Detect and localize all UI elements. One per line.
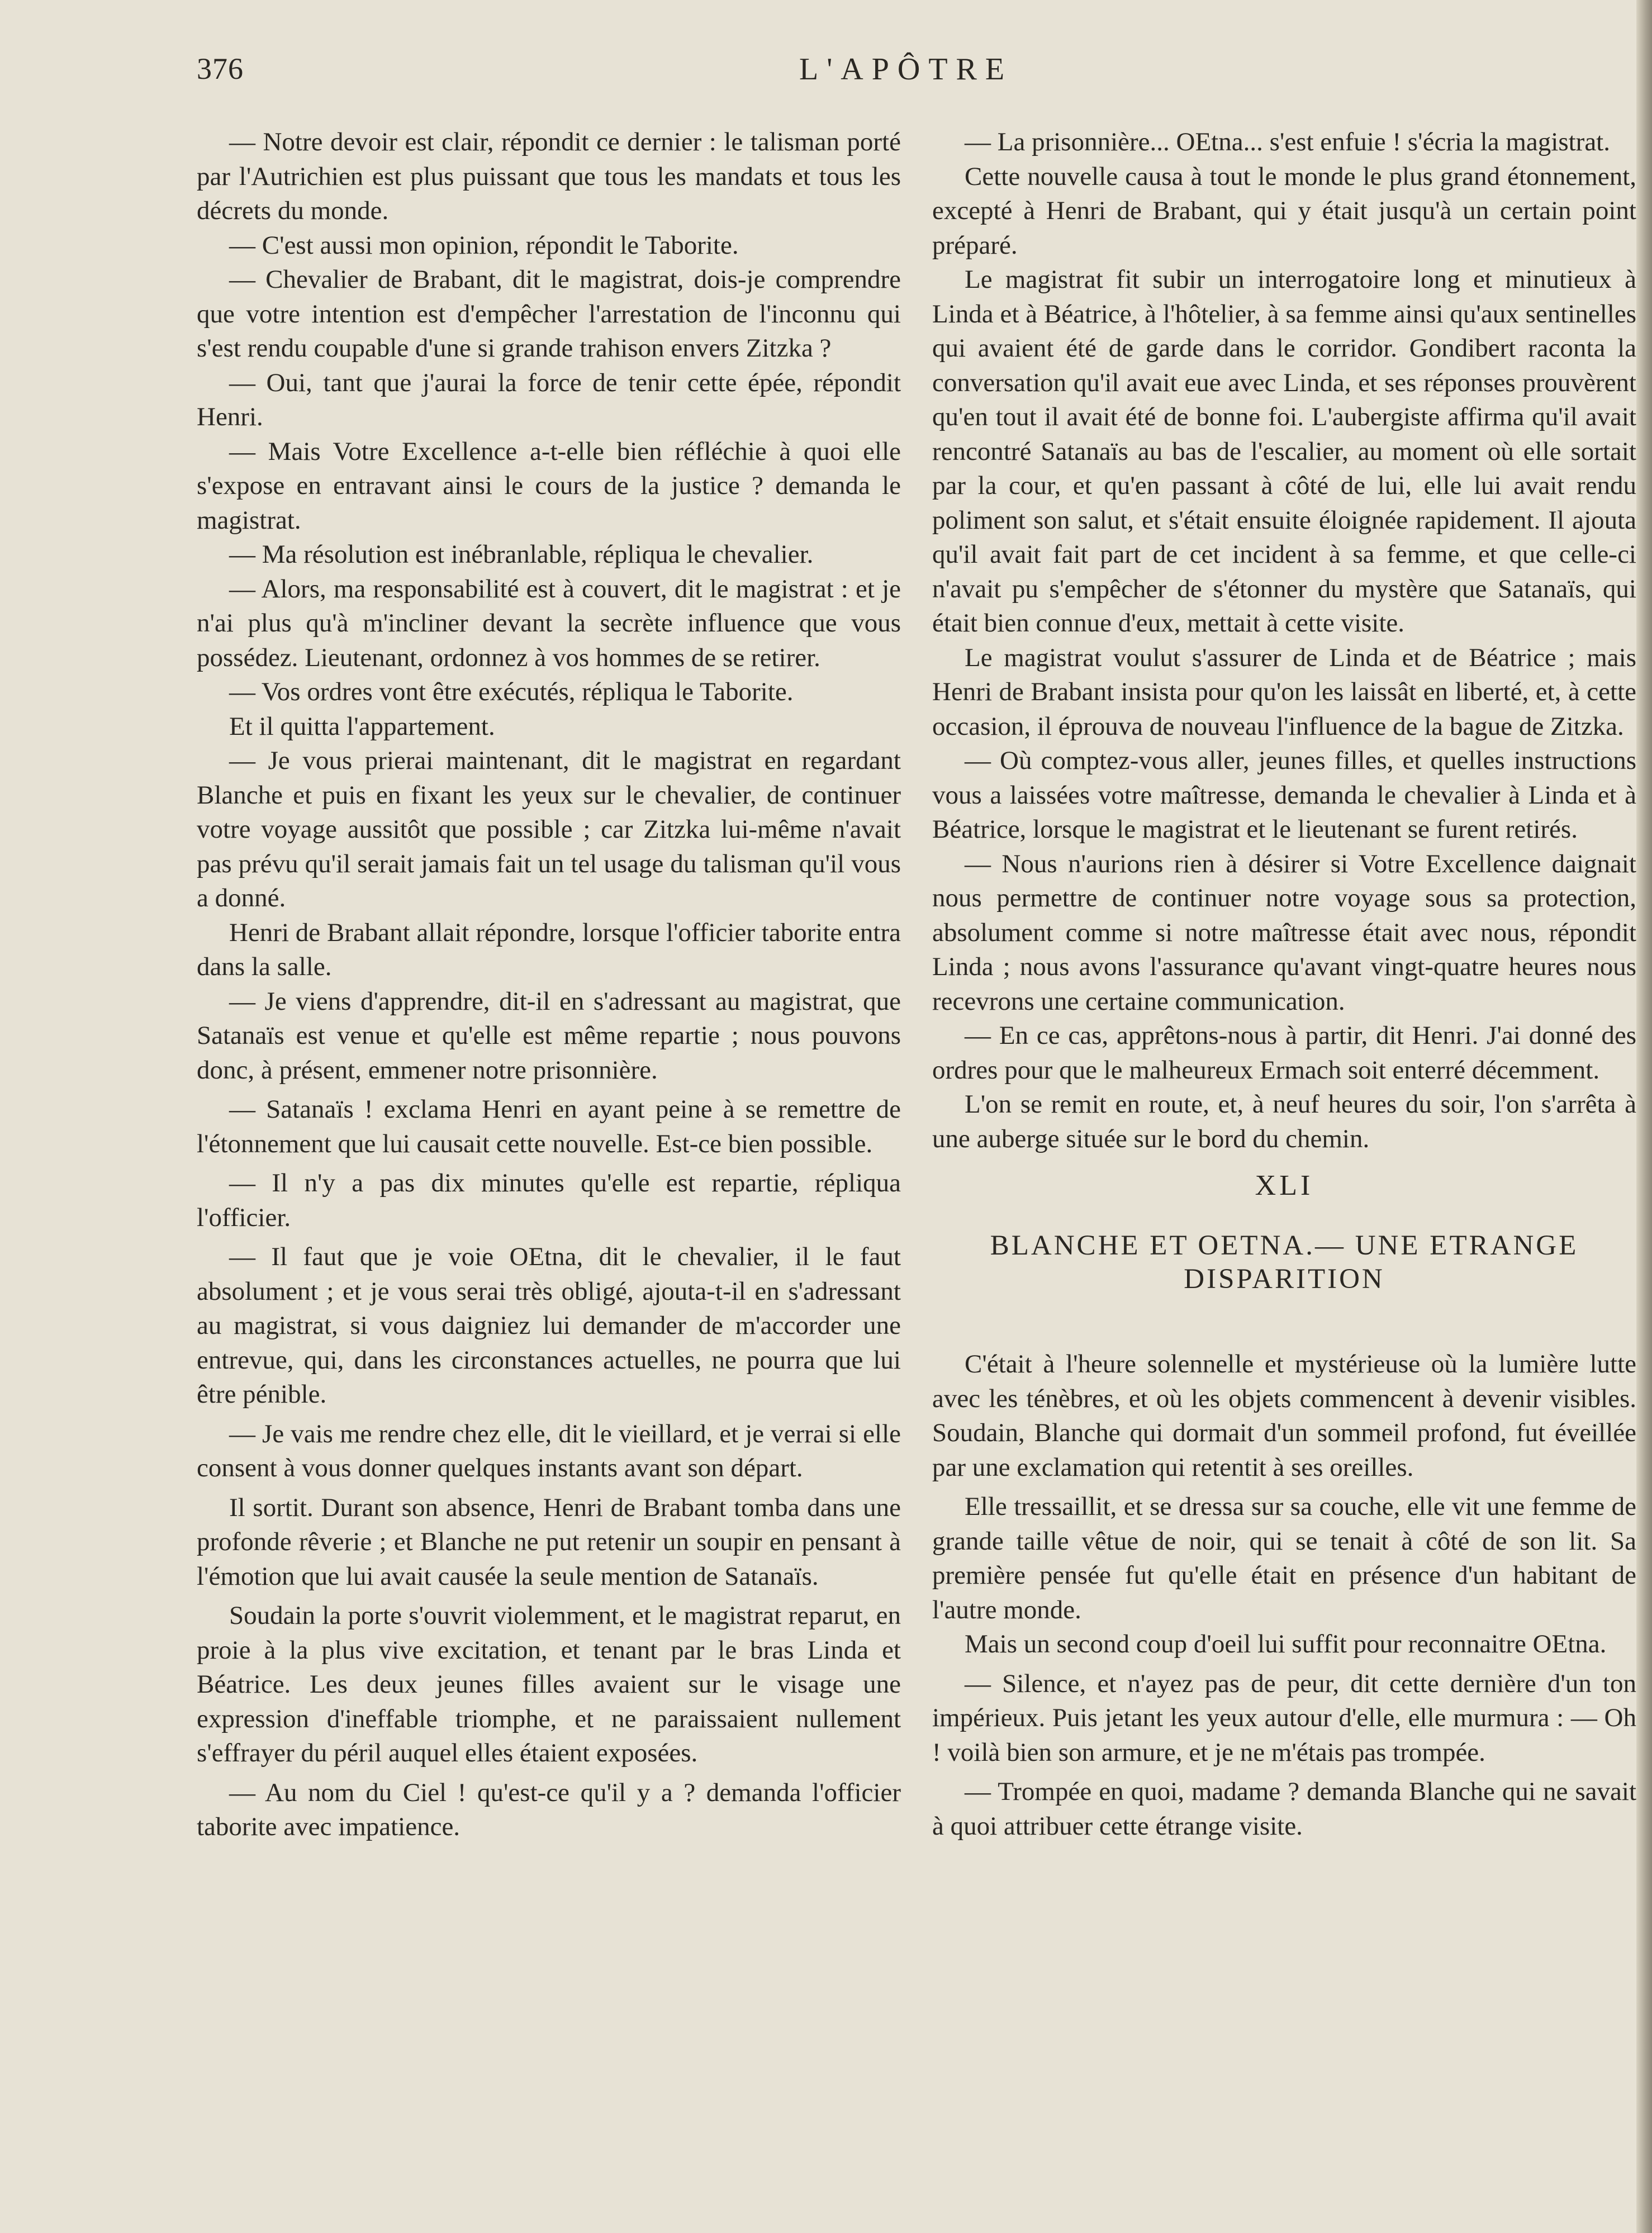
left-column bbox=[197, 125, 901, 1845]
paragraph: — Silence, et n'ayez pas de peur, dit cette dernière d'un ton impérieux. Puis jetant les yeux autour d'elle, elle murmura : — Oh ! voilà bien son armure, et je ne m'étais pas trompée. bbox=[932, 1669, 1636, 1767]
paragraph: — Il n'y a pas dix minutes qu'elle est repartie, répliqua l'officier. bbox=[197, 1168, 901, 1232]
paragraph: Le magistrat fit subir un interrogatoire long et minutieux à Linda et à Béatrice, à l'hôtelier, à sa femme ainsi qu'aux sentinelles qui avaient été de garde dans le corridor. Gondibert raconta la conversation qu'il avait eue avec Linda, et ses réponses prouvèrent qu'en tout il avait été de bonne foi. L'aubergiste affirma qu'il avait rencontré Satanaïs au bas de l'escalier, au moment où elle sortait par la cour, et qu'en passant à côté de lui, elle lui avait rendu poliment son salut, et s'était ensuite éloignée rapidement. Il ajouta qu'il avait fait part de cet incident à sa femme, et que celle-ci n'avait pu s'empêcher de s'étonner du mystère que Satanaïs, qui était bien connue d'eux, mettait à cette visite. bbox=[932, 265, 1636, 638]
paragraph: Mais un second coup d'oeil lui suffit pour reconnaitre OEtna. bbox=[965, 1629, 1607, 1659]
paragraph: — Je vous prierai maintenant, dit le magistrat en regardant Blanche et puis en fixant les yeux sur le chevalier, de continuer votre voyage aussitôt que possible ; car Zitzka lui-même n'avait pas prévu qu'il serait jamais fait un tel usage du talisman qu'il vous a donné. bbox=[197, 746, 901, 913]
paragraph: — Vos ordres vont être exécutés, répliqua le Taborite. bbox=[229, 677, 794, 706]
paragraph: Henri de Brabant allait répondre, lorsque l'officier taborite entra dans la salle. bbox=[197, 918, 901, 981]
page-header bbox=[0, 51, 1652, 96]
paragraph: — Oui, tant que j'aurai la force de tenir cette épée, répondit Henri. bbox=[197, 368, 901, 431]
paragraph: — Chevalier de Brabant, dit le magistrat, dois-je comprendre que votre intention est d'empêcher l'arrestation de l'inconnu qui s'est rendu coupable d'une si grande trahison envers Zitzka ? bbox=[197, 265, 901, 363]
page-number: 376 bbox=[197, 52, 244, 85]
paragraph: Elle tressaillit, et se dressa sur sa couche, elle vit une femme de grande taille vêtue de noir, qui se tenait à côté de son lit. Sa première pensée fut qu'elle était en présence d'un habitant de l'autre monde. bbox=[932, 1492, 1636, 1624]
paragraph: L'on se remit en route, et, à neuf heures du soir, l'on s'arrêta à une auberge située sur le bord du chemin. bbox=[932, 1090, 1636, 1153]
paragraph: — Où comptez-vous aller, jeunes filles, et quelles instructions vous a laissées votre maîtresse, demanda le chevalier à Linda et à Béatrice, lorsque le magistrat et le lieutenant se furent retirés. bbox=[932, 746, 1636, 844]
paragraph: — En ce cas, apprêtons-nous à partir, dit Henri. J'ai donné des ordres pour que le malheureux Ermach soit enterré décemment. bbox=[932, 1021, 1636, 1085]
paragraph: — Au nom du Ciel ! qu'est-ce qu'il y a ? demanda l'officier taborite avec impatience. bbox=[197, 1778, 901, 1841]
paragraph: Soudain la porte s'ouvrit violemment, et le magistrat reparut, en proie à la plus vive excitation, et tenant par le bras Linda et Béatrice. Les deux jeunes filles avaient sur le visage une expression d'ineffable triomphe, et ne paraissaient nullement s'effrayer du péril auquel elles étaient exposées. bbox=[197, 1601, 901, 1768]
paragraph: — Notre devoir est clair, répondit ce dernier : le talisman porté par l'Autrichien est plus puissant que tous les mandats et tous les décrets du monde. bbox=[197, 127, 901, 225]
paragraph: — Nous n'aurions rien à désirer si Votre Excellence daignait nous permettre de continuer notre voyage sous sa protection, absolument comme si notre maîtresse était avec nous, répondit Linda ; nous avons l'assurance qu'avant vingt-quatre heures nous recevrons une certaine communication. bbox=[932, 849, 1636, 1016]
chapter-title-line: DISPARITION bbox=[1184, 1263, 1385, 1295]
chapter-title bbox=[932, 1229, 1636, 1296]
paragraph: Il sortit. Durant son absence, Henri de Brabant tomba dans une profonde rêverie ; et Blanche ne put retenir un soupir en pensant à l'émotion que lui avait causée la seule mention de Satanaïs. bbox=[197, 1493, 901, 1591]
paragraph: Et il quitta l'appartement. bbox=[229, 711, 495, 741]
paragraph: — Trompée en quoi, madame ? demanda Blanche qui ne savait à quoi attribuer cette étrange visite. bbox=[932, 1777, 1636, 1841]
paragraph: Cette nouvelle causa à tout le monde le plus grand étonnement, excepté à Henri de Brabant, qui y était jusqu'à un certain point préparé. bbox=[932, 161, 1636, 260]
paragraph: — Je vais me rendre chez elle, dit le vieillard, et je verrai si elle consent à vous donner quelques instants avant son départ. bbox=[197, 1419, 901, 1483]
paragraph: C'était à l'heure solennelle et mystérieuse où la lumière lutte avec les ténèbres, et où les objets commencent à devenir visibles. Soudain, Blanche qui dormait d'un sommeil profond, fut éveillée par une exclamation qui retentit à ses oreilles. bbox=[932, 1350, 1636, 1482]
paragraph: — Ma résolution est inébranlable, répliqua le chevalier. bbox=[229, 540, 814, 569]
paragraph: — Je viens d'apprendre, dit-il en s'adressant au magistrat, que Satanaïs est venue et qu'elle est même repartie ; nous pouvons donc, à présent, emmener notre prisonnière. bbox=[197, 986, 901, 1085]
paragraph: Le magistrat voulut s'assurer de Linda et de Béatrice ; mais Henri de Brabant insista pour qu'on les laissât en liberté, et, à cette occasion, il éprouva de nouveau l'influence de la bague de Zitzka. bbox=[932, 643, 1636, 741]
paragraph: — La prisonnière... OEtna... s'est enfuie ! s'écria la magistrat. bbox=[965, 127, 1610, 156]
chapter-title-line: BLANCHE ET OETNA.— UNE ETRANGE bbox=[990, 1230, 1579, 1261]
chapter-number: XLI bbox=[1255, 1170, 1314, 1201]
paragraph: — Il faut que je voie OEtna, dit le chevalier, il le faut absolument ; et je vous serai très obligé, ajouta-t-il en s'adressant au magistrat, si vous daigniez lui demander de m'accorder une entrevue, qui, dans les circonstances actuelles, ne pourra que lui être pénible. bbox=[197, 1242, 901, 1409]
page-edge-shadow bbox=[1636, 0, 1652, 2233]
right-column bbox=[932, 125, 1636, 1844]
paragraph: — Mais Votre Excellence a-t-elle bien réfléchie à quoi elle s'expose en entravant ainsi le cours de la justice ? demanda le magistrat. bbox=[197, 436, 901, 535]
paragraph: — C'est aussi mon opinion, répondit le Taborite. bbox=[229, 230, 739, 260]
paragraph: — Satanaïs ! exclama Henri en ayant peine à se remettre de l'étonnement que lui causait cette nouvelle. Est-ce bien possible. bbox=[197, 1095, 901, 1158]
paragraph: — Alors, ma responsabilité est à couvert, dit le magistrat : et je n'ai plus qu'à m'incliner devant la secrète influence que vous possédez. Lieutenant, ordonnez à vos hommes de se retirer. bbox=[197, 574, 901, 672]
running-title: L'APÔTRE bbox=[799, 52, 1013, 87]
